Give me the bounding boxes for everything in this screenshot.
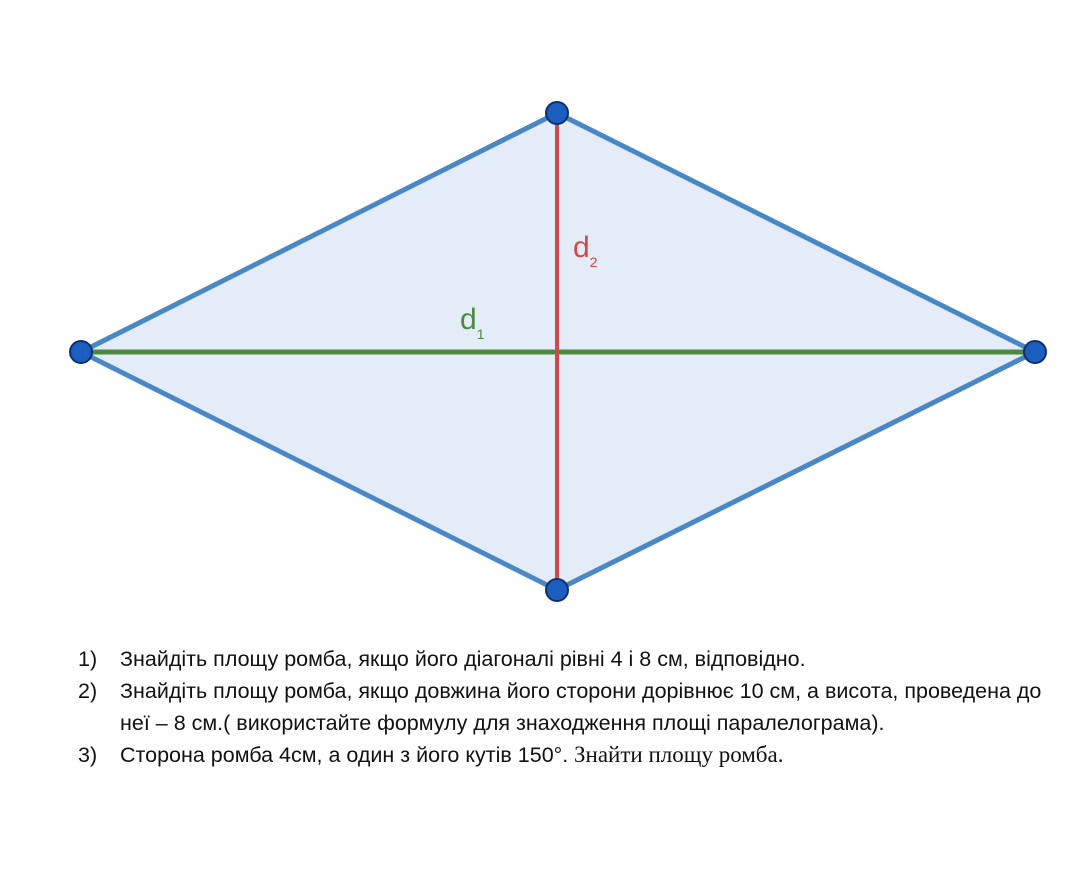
d1-label-main: d bbox=[460, 303, 477, 336]
task-text: Знайдіть площу ромба, якщо його діагоналі рівні 4 і 8 см, відповідно. bbox=[120, 647, 806, 671]
task-item bbox=[78, 643, 1053, 675]
task-text: Знайдіть площу ромба, якщо довжина його сторони дорівнює 10 см, а висота, проведена до неї – 8 см.( використайте формулу для знаходження площі паралелограма). bbox=[120, 679, 1042, 735]
task-number: 1) bbox=[78, 647, 98, 671]
vertex-left bbox=[70, 341, 92, 363]
d1-label-sub: 1 bbox=[476, 326, 485, 342]
task-text-serif: Знайти площу ромба. bbox=[568, 742, 784, 767]
d2-label-main: d bbox=[573, 231, 590, 264]
task-number: 2) bbox=[78, 679, 98, 703]
task-text: Сторона ромба 4см, а один з його кутів 150°. bbox=[120, 743, 569, 767]
task-item bbox=[78, 675, 1053, 739]
vertex-bottom bbox=[546, 579, 568, 601]
vertex-right bbox=[1024, 341, 1046, 363]
d2-label-sub: 2 bbox=[589, 254, 598, 270]
task-number: 3) bbox=[78, 743, 98, 767]
task-item bbox=[78, 739, 1053, 771]
vertex-top bbox=[546, 102, 568, 124]
task-list bbox=[78, 643, 1053, 771]
